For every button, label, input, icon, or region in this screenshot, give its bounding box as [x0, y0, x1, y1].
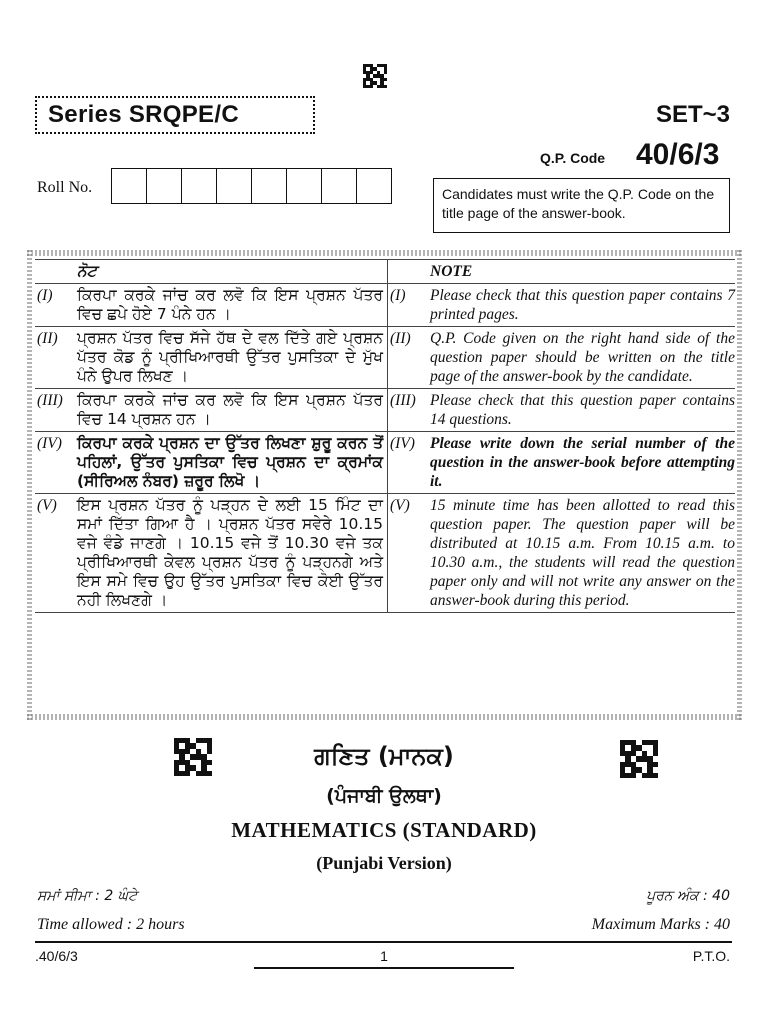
- subject-title-en: MATHEMATICS (STANDARD): [231, 818, 537, 842]
- footer-code: .40/6/3: [35, 948, 78, 964]
- roll-digit-box[interactable]: [181, 168, 218, 204]
- note-text-pa: ਇਸ ਪ੍ਰਸ਼ਨ ਪੱਤਰ ਨੂੰ ਪੜ੍ਹਨ ਦੇ ਲਈ 15 ਮਿੰਟ ਦਾ ਸਮਾਂ ਦਿੱਤਾ ਗਿਆ ਹੈ । ਪ੍ਰਸ਼ਨ ਪੱਤਰ ਸਵੇਰੇ 10.15 ਵਜੇ ਵੰਡੇ ਜਾਣਗੇ । 10.15 ਵਜੇ ਤੋਂ 10.30 ਵਜੇ ਤਕ ਪ੍ਰੀਖਿਆਰਥੀ ਕੇਵਲ ਪ੍ਰਸ਼ਨ ਪੱਤਰ ਨੂੰ ਪੜ੍ਹਨਗੇ ਅਤੇ ਇਸ ਸਮੇ ਵਿਚ ਉਹ ਉੱਤਰ ਪੁਸਤਿਕਾ ਵਿਚ ਕੋਈ ਉੱਤਰ ਨਹੀ ਲਿਖਣਗੇ ।: [77, 494, 388, 613]
- notes-header-row: [35, 260, 735, 284]
- page-number: 1: [380, 948, 388, 964]
- notes-border-left: [27, 250, 32, 720]
- note-row: [35, 284, 735, 327]
- note-number: (I): [35, 284, 77, 327]
- qp-code-value: 40/6/3: [636, 138, 720, 171]
- roll-no-boxes[interactable]: [112, 168, 392, 204]
- note-text-en: Please write down the serial number of the question in the answer-book before attempting it.: [430, 432, 735, 494]
- note-row: [35, 389, 735, 432]
- roll-digit-box[interactable]: [216, 168, 253, 204]
- page-number-underline: [254, 967, 514, 969]
- note-text-en: Q.P. Code given on the right hand side of the question paper should be written on the title page of the answer-book by the candidate.: [430, 327, 735, 389]
- roll-digit-box[interactable]: [146, 168, 183, 204]
- note-text-en: Please check that this question paper contains 14 questions.: [430, 389, 735, 432]
- note-number: (V): [35, 494, 77, 613]
- note-text-pa: ਕਿਰਪਾ ਕਰਕੇ ਜਾਂਚ ਕਰ ਲਵੋ ਕਿ ਇਸ ਪ੍ਰਸ਼ਨ ਪੱਤਰ ਵਿਚ 14 ਪ੍ਰਸ਼ਨ ਹਨ ।: [77, 389, 388, 432]
- roll-digit-box[interactable]: [111, 168, 148, 204]
- note-text-en: Please check that this question paper contains 7 printed pages.: [430, 284, 735, 327]
- roll-digit-box[interactable]: [286, 168, 323, 204]
- note-text-pa: ਪ੍ਰਸ਼ਨ ਪੱਤਰ ਵਿਚ ਸੱਜੇ ਹੱਥ ਦੇ ਵਲ ਦਿੱਤੇ ਗਏ ਪ੍ਰਸ਼ਨ ਪੱਤਰ ਕੋਡ ਨੂੰ ਪ੍ਰੀਖਿਆਰਥੀ ਉੱਤਰ ਪੁਸਤਿਕਾ ਦੇ ਮੁੱਖ ਪੰਨੇ ਉਪਰ ਲਿਖਣ ।: [77, 327, 388, 389]
- note-number: (IV): [35, 432, 77, 494]
- note-row: [35, 432, 735, 494]
- note-number-en: (IV): [388, 432, 431, 494]
- note-number: (II): [35, 327, 77, 389]
- roll-digit-box[interactable]: [356, 168, 393, 204]
- note-text-en: 15 minute time has been allotted to read this question paper. The question paper will be distributed at 10.15 a.m. From 10.15 a.m. to 10.30 a.m., the students will read the question paper only and will not write any answer on the answer-book during this period.: [430, 494, 735, 613]
- notes-border-bottom: [27, 714, 742, 720]
- notes-border-right: [737, 250, 742, 720]
- qr-code-icon: [363, 64, 387, 88]
- roll-digit-box[interactable]: [251, 168, 288, 204]
- series-label: Series SRQPE/C: [48, 101, 239, 128]
- note-row: [35, 494, 735, 613]
- notes-table: [35, 259, 735, 613]
- subject-title-pa: ਗਣਿਤ (ਮਾਨਕ): [314, 742, 454, 770]
- max-marks-en: Maximum Marks : 40: [591, 916, 730, 933]
- note-number-en: (III): [388, 389, 431, 432]
- note-text-pa: ਕਿਰਪਾ ਕਰਕੇ ਪ੍ਰਸ਼ਨ ਦਾ ਉੱਤਰ ਲਿਖਣਾ ਸ਼ੁਰੂ ਕਰਨ ਤੋਂ ਪਹਿਲਾਂ, ਉੱਤਰ ਪੁਸਤਿਕਾ ਵਿਚ ਪ੍ਰਸ਼ਨ ਦਾ ਕ੍ਰਮਾਂਕ (ਸੀਰਿਅਲ ਨੰਬਰ) ਜ਼ਰੂਰ ਲਿਖੋ ।: [77, 432, 388, 494]
- pto-label: P.T.O.: [692, 948, 730, 964]
- qp-code-label: Q.P. Code: [540, 150, 606, 166]
- roll-no-label: Roll No.: [37, 179, 93, 196]
- note-number: (III): [35, 389, 77, 432]
- notes-heading-pa: ਨੋਟ: [77, 260, 388, 284]
- note-row: [35, 327, 735, 389]
- roll-digit-box[interactable]: [321, 168, 358, 204]
- subject-version-pa: (ਪੰਜਾਬੀ ਉਲਥਾ): [326, 785, 442, 807]
- time-allowed-pa: ਸਮਾਂ ਸੀਮਾ : 2 ਘੰਟੇ: [37, 888, 138, 904]
- max-marks-pa: ਪੂਰਨ ਅੰਕ : 40: [646, 888, 730, 904]
- note-text-pa: ਕਿਰਪਾ ਕਰਕੇ ਜਾਂਚ ਕਰ ਲਵੋ ਕਿ ਇਸ ਪ੍ਰਸ਼ਨ ਪੱਤਰ ਵਿਚ ਛਪੇ ਹੋਏ 7 ਪੰਨੇ ਹਨ ।: [77, 284, 388, 327]
- notes-border-top: [27, 250, 742, 256]
- notes-heading-en: NOTE: [430, 260, 735, 284]
- candidates-note-box: Candidates must write the Q.P. Code on the title page of the answer-book.: [433, 178, 730, 233]
- note-number-en: (II): [388, 327, 431, 389]
- note-number-en: (V): [388, 494, 431, 613]
- note-number-en: (I): [388, 284, 431, 327]
- time-allowed-en: Time allowed : 2 hours: [37, 916, 185, 933]
- set-label: SET~3: [655, 101, 730, 128]
- subject-version-en: (Punjabi Version): [316, 853, 452, 873]
- footer-divider: [35, 941, 732, 943]
